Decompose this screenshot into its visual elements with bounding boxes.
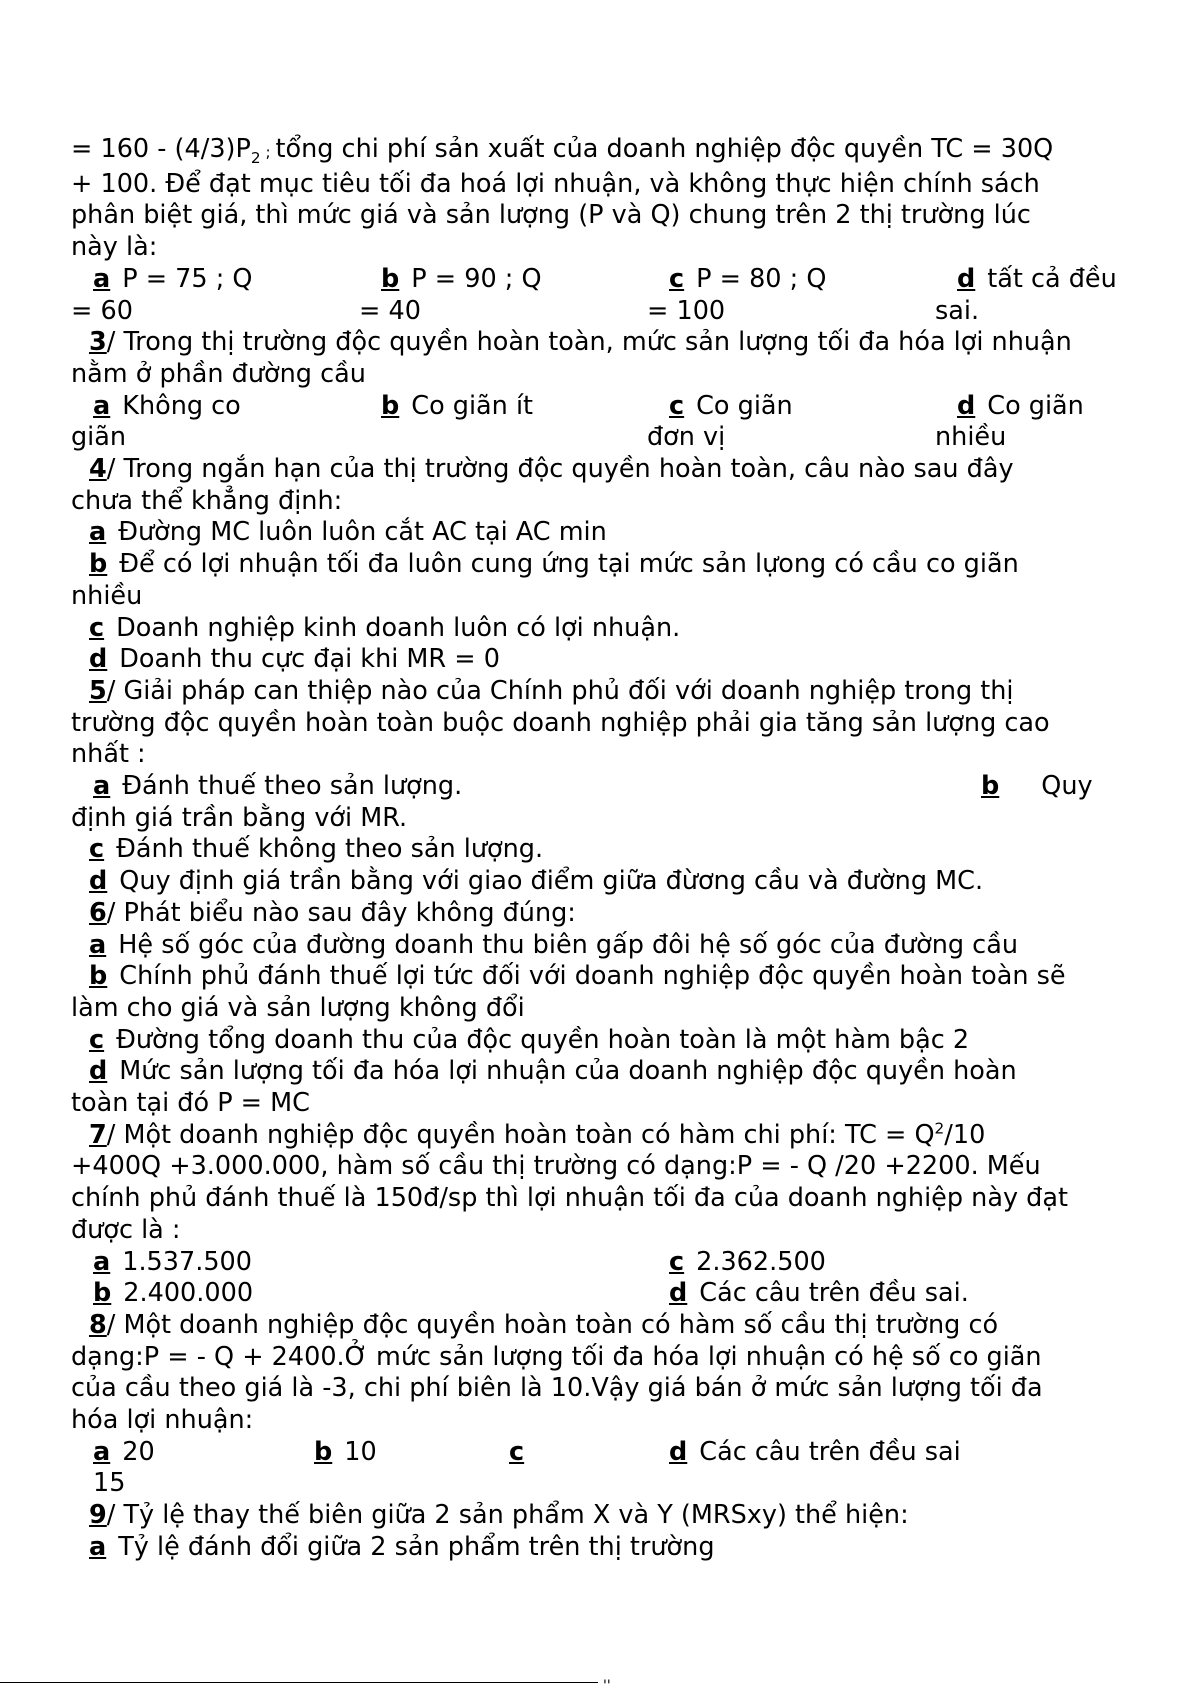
q8-option-b: b 10 bbox=[314, 1436, 377, 1467]
q4-line-1: 4/ Trong ngắn hạn của thị trường độc quyền hoàn toàn, câu nào sau đây bbox=[89, 454, 1014, 484]
q7-line-4: được là : bbox=[71, 1214, 181, 1245]
q7-option-d: d Các câu trên đều sai. bbox=[669, 1278, 969, 1309]
q5-option-c: c Đánh thuế không theo sản lượng. bbox=[89, 834, 544, 865]
q6-option-d: d Mức sản lượng tối đa hóa lợi nhuận của doanh nghiệp độc quyền hoàn bbox=[89, 1056, 1017, 1087]
q6-line-1: 6/ Phát biểu nào sau đây không đúng: bbox=[89, 897, 576, 928]
q2-option-b-cont: = 40 bbox=[359, 295, 421, 326]
q4-option-a: a Đường MC luôn luôn cắt AC tại AC min bbox=[89, 517, 607, 548]
q3-option-c-cont: đơn vị bbox=[647, 422, 726, 453]
q2-option-d: d tất cả đều bbox=[957, 263, 1117, 294]
q7-option-a: a 1.537.500 bbox=[93, 1246, 252, 1277]
q6-option-b-cont: làm cho giá và sản lượng không đổi bbox=[71, 992, 525, 1023]
q5-option-a: a Đánh thuế theo sản lượng. bbox=[93, 771, 463, 802]
q7-option-c: c 2.362.500 bbox=[669, 1246, 826, 1277]
q4-line-2: chưa thể khẳng định: bbox=[71, 485, 343, 516]
q5-option-b-cont: định giá trần bằng với MR. bbox=[71, 802, 408, 833]
q3-options bbox=[71, 391, 1151, 454]
q7-line-3: chính phủ đánh thuế là 150đ/sp thì lợi nhuận tối đa của doanh nghiệp này đạt bbox=[71, 1183, 1068, 1214]
q5-line-1: 5/ Giải pháp can thiệp nào của Chính phủ đối với doanh nghiệp trong thị bbox=[89, 675, 1014, 706]
q3-option-a: a Không co bbox=[93, 390, 241, 421]
q8-line-2: dạng:P = - Q + 2400.Ở mức sản lượng tối đa hóa lợi nhuận có hệ số co giãn bbox=[71, 1341, 1042, 1372]
q2-option-d-cont: sai. bbox=[935, 295, 980, 326]
footer-rule bbox=[0, 1682, 598, 1683]
q2-option-c-cont: = 100 bbox=[647, 295, 726, 326]
q6-option-d-cont: toàn tại đó P = MC bbox=[71, 1088, 310, 1119]
q6-option-c: c Đường tổng doanh thu của độc quyền hoàn toàn là một hàm bậc 2 bbox=[89, 1024, 970, 1055]
q2-line-3: phân biệt giá, thì mức giá và sản lượng (P và Q) chung trên 2 thị trường lúc bbox=[71, 200, 1031, 231]
q3-line-2: nằm ở phần đường cầu bbox=[71, 358, 366, 389]
q2-options bbox=[71, 264, 1151, 327]
q8-options bbox=[71, 1437, 1151, 1500]
q7-options-ac bbox=[71, 1247, 1151, 1279]
q2-line-2: + 100. Để đạt mục tiêu tối đa hoá lợi nhuận, và không thực hiện chính sách bbox=[71, 168, 1040, 199]
q5-line-2: trường độc quyền hoàn toàn buộc doanh nghiệp phải gia tăng sản lượng cao bbox=[71, 707, 1050, 738]
q7-option-b: b 2.400.000 bbox=[93, 1278, 254, 1309]
q3-option-d-cont: nhiều bbox=[935, 422, 1007, 453]
q6-option-b: b Chính phủ đánh thuế lợi tức đối với doanh nghiệp độc quyền hoàn toàn sẽ bbox=[89, 961, 1066, 992]
q5-option-d: d Quy định giá trần bằng với giao điểm giữa đừơng cầu và đường MC. bbox=[89, 866, 984, 897]
q3-option-a-cont: giãn bbox=[71, 422, 127, 453]
q2-option-a: a P = 75 ; Q bbox=[93, 263, 253, 294]
q8-option-c: c bbox=[509, 1436, 525, 1467]
q7-options-bd bbox=[71, 1278, 1151, 1310]
q5-option-b: b Quy bbox=[981, 771, 1093, 802]
q2-option-a-cont: = 60 bbox=[71, 295, 133, 326]
q4-option-d: d Doanh thu cực đại khi MR = 0 bbox=[89, 644, 500, 675]
q2-line-1: = $160 - (4/3)P_2$ ; tổng chi phí sản xuất của doanh nghiệp độc quyền TC = 30Q bbox=[71, 134, 1054, 168]
exam-page bbox=[71, 134, 1151, 1564]
q8-option-d: d Các câu trên đều sai bbox=[669, 1436, 961, 1467]
q7-line-2: +400Q +3.000.000, hàm số cầu thị trường có dạng:P = - Q /20 +2200. Mếu bbox=[71, 1151, 1041, 1182]
q8-line-1: 8/ Một doanh nghiệp độc quyền hoàn toàn có hàm số cầu thị trường có bbox=[89, 1309, 999, 1340]
q2-option-b: b P = 90 ; Q bbox=[381, 263, 542, 294]
footer-mark: '' bbox=[603, 1678, 611, 1694]
q5-line-3: nhất : bbox=[71, 739, 146, 770]
q3-line-1: 3/ Trong thị trường độc quyền hoàn toàn, mức sản lượng tối đa hóa lợi nhuận bbox=[89, 327, 1072, 358]
q2-option-c: c P = 80 ; Q bbox=[669, 263, 827, 294]
q7-line-1: 7/ Một doanh nghiệp độc quyền hoàn toàn có hàm chi phí: TC = $Q^2/10$ bbox=[89, 1119, 986, 1150]
q2-line-4: này là: bbox=[71, 232, 158, 263]
q8-option-a: a 20 bbox=[93, 1436, 155, 1467]
q4-option-b: b Để có lợi nhuận tối đa luôn cung ứng tại mức sản lựong có cầu co giãn bbox=[89, 549, 1019, 580]
q3-option-d: d Co giãn bbox=[957, 390, 1084, 421]
q4-option-b-cont: nhiều bbox=[71, 580, 143, 611]
q3-option-b: b Co giãn ít bbox=[381, 390, 534, 421]
q5-options-ab bbox=[71, 771, 1151, 803]
q4-option-c: c Doanh nghiệp kinh doanh luôn có lợi nhuận. bbox=[89, 612, 681, 643]
q8-line-3: của cầu theo giá là -3, chi phí biên là 10.Vậy giá bán ở mức sản lượng tối đa bbox=[71, 1373, 1043, 1404]
q9-line-1: 9/ Tỷ lệ thay thế biên giữa 2 sản phẩm X và Y (MRSxy) thể hiện: bbox=[89, 1500, 909, 1531]
q9-option-a: a Tỷ lệ đánh đổi giữa 2 sản phẩm trên thị trường bbox=[89, 1531, 715, 1562]
q3-option-c: c Co giãn bbox=[669, 390, 793, 421]
q8-option-a-cont: 15 bbox=[93, 1468, 126, 1499]
q8-line-4: hóa lợi nhuận: bbox=[71, 1405, 254, 1436]
q6-option-a: a Hệ số góc của đường doanh thu biên gấp đôi hệ số góc của đường cầu bbox=[89, 929, 1018, 960]
